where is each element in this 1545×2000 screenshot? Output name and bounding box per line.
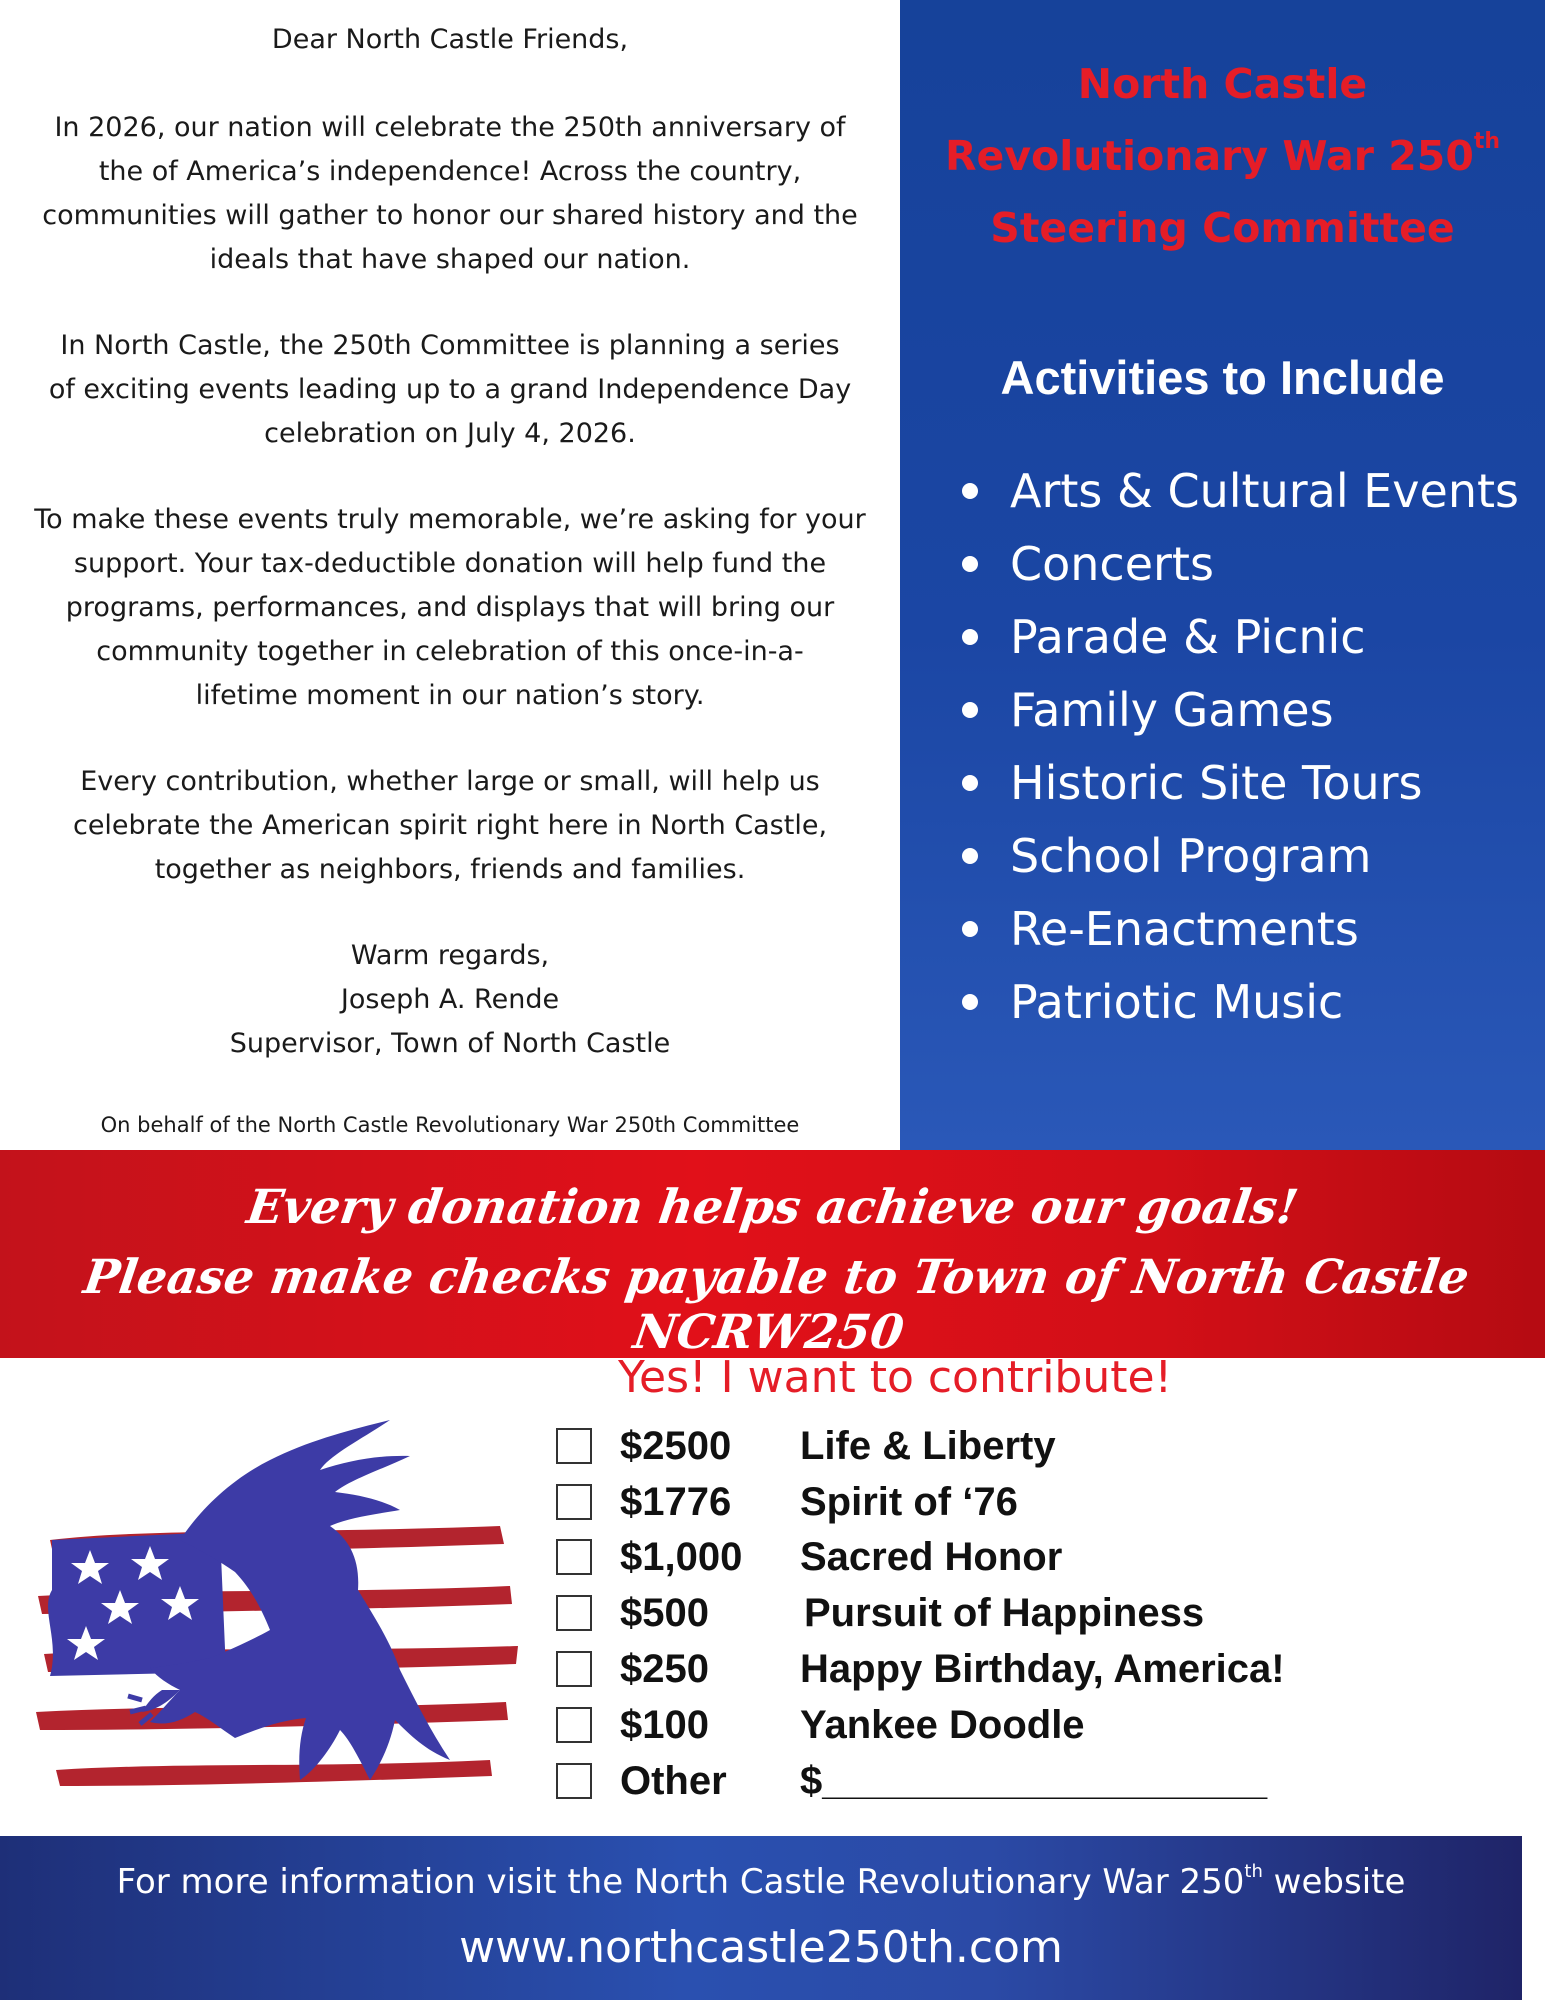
activity-label: Re-Enactments — [1010, 902, 1359, 956]
bullet-icon — [962, 921, 978, 937]
letter-closing: Warm regards, — [350, 940, 550, 971]
contribution-checkbox[interactable] — [556, 1707, 592, 1743]
activity-item — [950, 966, 1519, 1039]
contribution-amount: $2500 — [620, 1424, 732, 1468]
contribution-level: Life & Liberty — [800, 1424, 1056, 1468]
activity-label: Family Games — [1010, 683, 1334, 737]
contribute-heading: Yes! I want to contribute! — [618, 1352, 1173, 1403]
activity-item — [950, 820, 1519, 893]
contribution-level: Spirit of ‘76 — [800, 1480, 1018, 1524]
contribution-checkbox[interactable] — [556, 1484, 592, 1520]
letter-greeting: Dear North Castle Friends, — [271, 24, 629, 55]
donation-banner — [0, 1150, 1545, 1358]
committee-panel — [900, 0, 1545, 1150]
contribution-option — [556, 1476, 1376, 1528]
contribution-option — [556, 1699, 1376, 1751]
contribution-option — [556, 1643, 1376, 1695]
letter-paragraph-1: In 2026, our nation will celebrate the 250th anniversary of the of America’s independence! Across the country, communities will gather to honor our shared history and the ideals that have shaped our nation. — [42, 112, 858, 275]
signer-title: Supervisor, Town of North Castle — [229, 1028, 671, 1059]
contribution-amount: $1776 — [620, 1480, 732, 1524]
letter-paragraph-3: To make these events truly memorable, we’re asking for your support. Your tax-deductible donation will help fund the programs, performances, and displays that will bring our community together in celebration of this once-in-a- lifetime moment in our nation’s story. — [34, 504, 866, 711]
activity-item — [950, 674, 1519, 747]
bullet-icon — [962, 702, 978, 718]
letter-paragraph-2: In North Castle, the 250th Committee is planning a series of exciting events leading up to a grand Independence Day celebration on July 4, 2026. — [48, 330, 852, 449]
activity-item — [950, 455, 1519, 528]
letter — [0, 0, 900, 1150]
activity-label: Arts & Cultural Events — [1010, 464, 1519, 518]
footer — [0, 1836, 1522, 2000]
bullet-icon — [962, 775, 978, 791]
contribution-level: Happy Birthday, America! — [800, 1647, 1285, 1691]
banner-headline: Every donation helps achieve our goals! — [243, 1180, 1302, 1235]
activity-item — [950, 528, 1519, 601]
footer-info-text: For more information visit the North Castle Revolutionary War 250 — [116, 1862, 1245, 1902]
contribution-amount: $1,000 — [620, 1535, 743, 1579]
activities-list — [950, 455, 1519, 1039]
committee-title-line-2-text: Revolutionary War 250 — [944, 132, 1474, 180]
committee-title — [900, 48, 1545, 264]
contribution-checkbox[interactable] — [556, 1763, 592, 1799]
contribution-level: Sacred Honor — [800, 1535, 1063, 1579]
footer-info-suffix: website — [1262, 1862, 1406, 1902]
contribution-option — [556, 1587, 1376, 1639]
contribution-amount: $250 — [620, 1647, 709, 1691]
committee-title-line-3: Steering Committee — [990, 204, 1455, 252]
website-link[interactable]: www.northcastle250th.com — [459, 1922, 1063, 1973]
contribution-level: Pursuit of Happiness — [804, 1591, 1205, 1635]
contribution-checkbox[interactable] — [556, 1428, 592, 1464]
activity-item — [950, 893, 1519, 966]
eagle-flag-icon — [30, 1400, 530, 1820]
activity-label: School Program — [1010, 829, 1372, 883]
footer-info — [0, 1862, 1522, 1902]
activity-item — [950, 601, 1519, 674]
other-amount-field[interactable]: $____________________ — [800, 1759, 1268, 1803]
contribution-checkbox[interactable] — [556, 1595, 592, 1631]
letter-paragraph-4: Every contribution, whether large or small, will help us celebrate the American spirit right here in North Castle, together as neighbors, friends and families. — [72, 766, 828, 885]
contribution-option — [556, 1531, 1376, 1583]
contribution-amount: $500 — [620, 1591, 709, 1635]
contribution-checkbox[interactable] — [556, 1539, 592, 1575]
contribution-option — [556, 1420, 1376, 1472]
activity-label: Historic Site Tours — [1010, 756, 1423, 810]
contribution-option — [556, 1755, 1376, 1807]
committee-title-superscript: th — [1473, 129, 1501, 154]
bullet-icon — [962, 848, 978, 864]
activity-label: Parade & Picnic — [1010, 610, 1366, 664]
footer-info-superscript: th — [1244, 1861, 1263, 1882]
committee-title-line-2 — [900, 120, 1545, 192]
letter-footnote: On behalf of the North Castle Revolutionary War 250th Committee — [100, 1113, 800, 1137]
contribution-amount: $100 — [620, 1703, 709, 1747]
contribution-amount: Other — [620, 1759, 727, 1803]
committee-title-line-1: North Castle — [1077, 60, 1368, 108]
signer-name: Joseph A. Rende — [340, 984, 560, 1015]
activity-item — [950, 747, 1519, 820]
contribution-checkbox[interactable] — [556, 1651, 592, 1687]
bullet-icon — [962, 483, 978, 499]
contribution-level: Yankee Doodle — [800, 1703, 1085, 1747]
activities-heading: Activities to Include — [1000, 351, 1445, 404]
banner-payable-line: Please make checks payable to Town of North Castle NCRW250 — [80, 1250, 1473, 1360]
bullet-icon — [962, 556, 978, 572]
activity-label: Concerts — [1010, 537, 1214, 591]
bullet-icon — [962, 994, 978, 1010]
bullet-icon — [962, 629, 978, 645]
activity-label: Patriotic Music — [1010, 975, 1344, 1029]
